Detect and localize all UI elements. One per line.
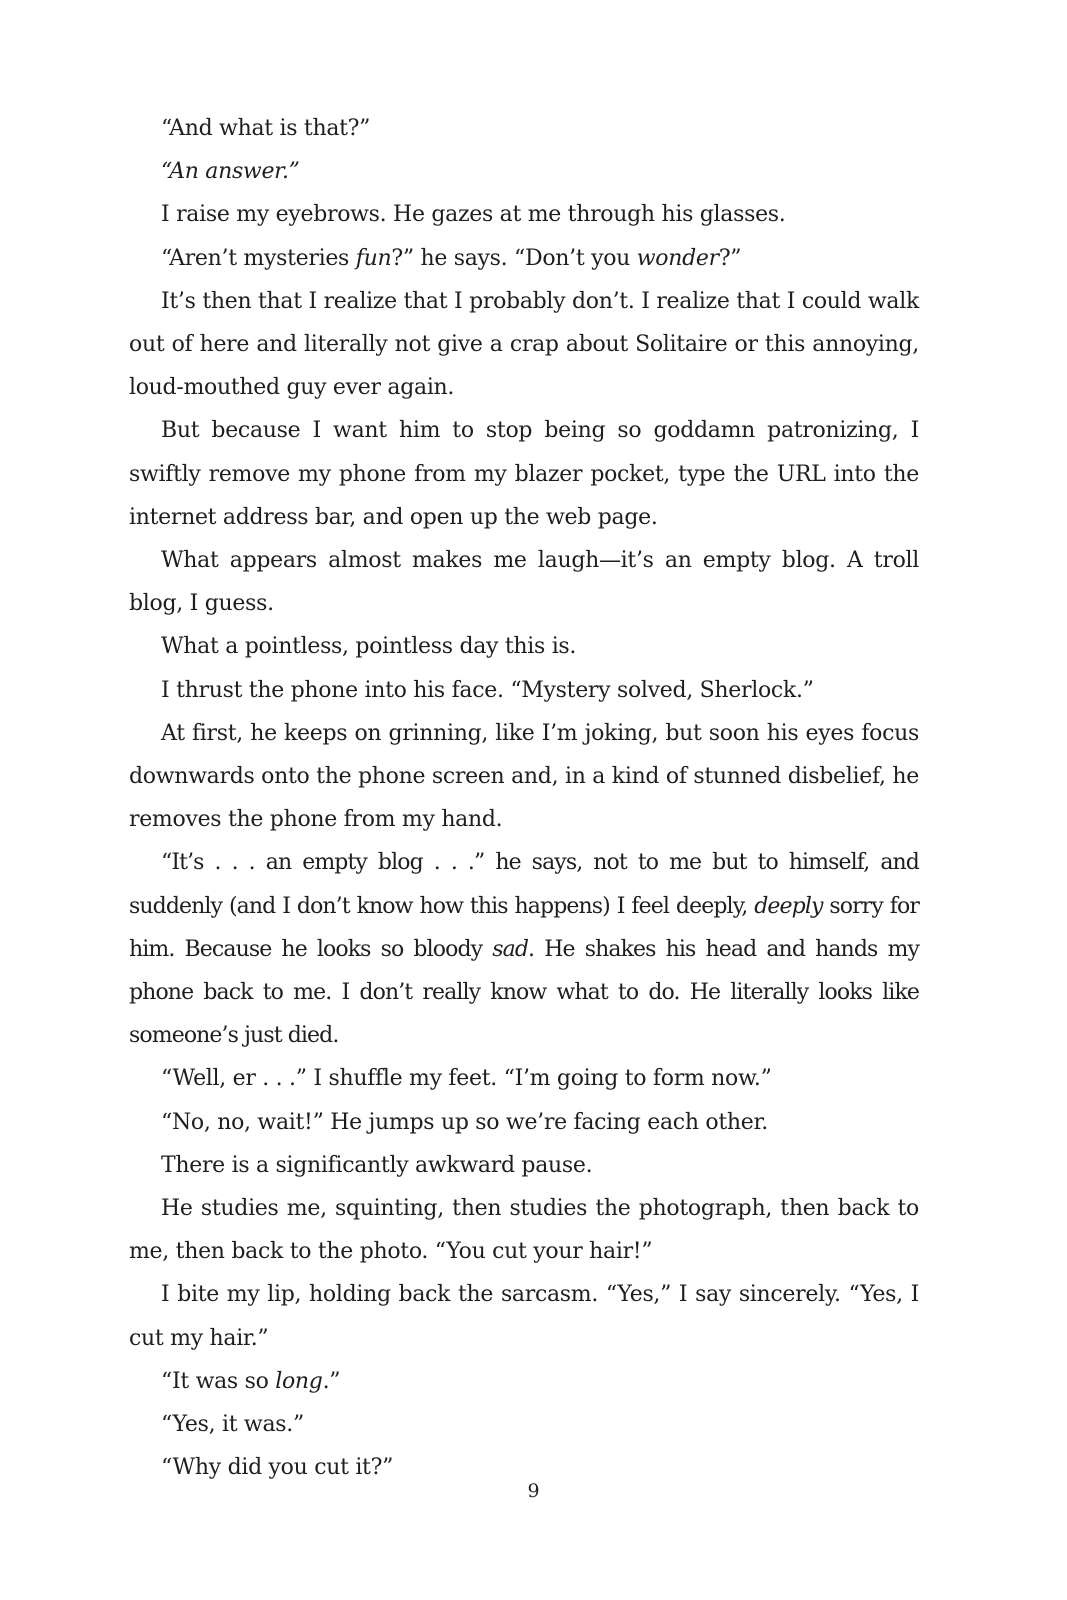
- italic-text: long: [275, 1368, 323, 1394]
- paragraph: [129, 1144, 919, 1187]
- paragraph: [129, 280, 919, 410]
- paragraph: [129, 625, 919, 668]
- paragraph: [129, 1273, 919, 1359]
- text-segment: “No, no, wait!” He jumps up so we’re facing each other.: [161, 1109, 768, 1135]
- italic-text: fun: [355, 245, 392, 271]
- paragraph: [129, 150, 919, 193]
- text-segment: I thrust the phone into his face. “Mystery solved, Sherlock.”: [161, 677, 814, 703]
- text-segment: It’s then that I realize that I probably don’t. I realize that I could walk out of here and literally not give a crap about Solitaire or this annoying, loud-mouthed guy ever again.: [129, 288, 919, 401]
- text-segment: .”: [322, 1368, 341, 1394]
- text-segment: “Well, er . . .” I shuffle my feet. “I’m going to form now.”: [161, 1066, 772, 1092]
- paragraph: [129, 409, 919, 539]
- paragraph: [129, 669, 919, 712]
- text-segment: ?” he says. “Don’t you: [391, 245, 637, 271]
- paragraph: [129, 712, 919, 842]
- paragraph: [129, 237, 919, 280]
- text-segment: What appears almost makes me laugh—it’s an empty blog. A troll blog, I guess.: [129, 548, 919, 617]
- text-segment: “Yes, it was.”: [161, 1412, 304, 1438]
- text-segment: sorry for him. Because he looks so bloody: [129, 893, 920, 962]
- paragraph: [129, 1101, 919, 1144]
- body-text: [129, 107, 919, 1490]
- text-segment: “Why did you cut it?”: [161, 1455, 394, 1481]
- paragraph: [129, 193, 919, 236]
- text-segment: There is a significantly awkward pause.: [161, 1152, 593, 1178]
- text-segment: ?”: [718, 245, 742, 271]
- paragraph: [129, 1360, 919, 1403]
- paragraph: [129, 1187, 919, 1273]
- text-segment: I bite my lip, holding back the sarcasm. “Yes,” I say sincerely. “Yes, I cut my hair.”: [129, 1282, 919, 1351]
- text-segment: He studies me, squinting, then studies the photograph, then back to me, then back to the photo. “You cut your hair!”: [129, 1196, 919, 1265]
- paragraph: [129, 539, 919, 625]
- text-segment: “And what is that?”: [161, 116, 371, 141]
- text-segment: What a pointless, pointless day this is.: [161, 634, 577, 660]
- text-segment: I raise my eyebrows. He gazes at me through his glasses.: [161, 202, 786, 228]
- italic-text: “An answer.”: [161, 159, 300, 185]
- text-segment: “It’s . . . an empty blog . . .” he says, not to me but to himself, and suddenly (and I don’t know how this happens) I feel deeply,: [129, 850, 919, 919]
- italic-text: wonder: [636, 245, 719, 271]
- text-segment: “Aren’t mysteries: [161, 245, 356, 271]
- text-segment: But because I want him to stop being so goddamn patronizing, I swiftly remove my phone from my blazer pocket, type the URL into the internet address bar, and open up the web page.: [129, 418, 919, 530]
- paragraph: [129, 1057, 919, 1100]
- text-segment: At first, he keeps on grinning, like I’m joking, but soon his eyes focus downwards onto the phone screen and, in a kind of stunned disbelief, he removes the phone from my hand.: [129, 720, 919, 833]
- italic-text: sad: [492, 936, 529, 962]
- paragraph: [129, 841, 919, 1057]
- text-segment: . He shakes his head and hands my phone back to me. I don’t really know what to do. He literally looks like someone’s just died.: [129, 936, 919, 1049]
- paragraph: [129, 1403, 919, 1446]
- italic-text: deeply: [754, 893, 823, 919]
- text-segment: “It was so: [161, 1368, 276, 1394]
- paragraph: [129, 107, 919, 150]
- page-number: 9: [527, 1480, 540, 1502]
